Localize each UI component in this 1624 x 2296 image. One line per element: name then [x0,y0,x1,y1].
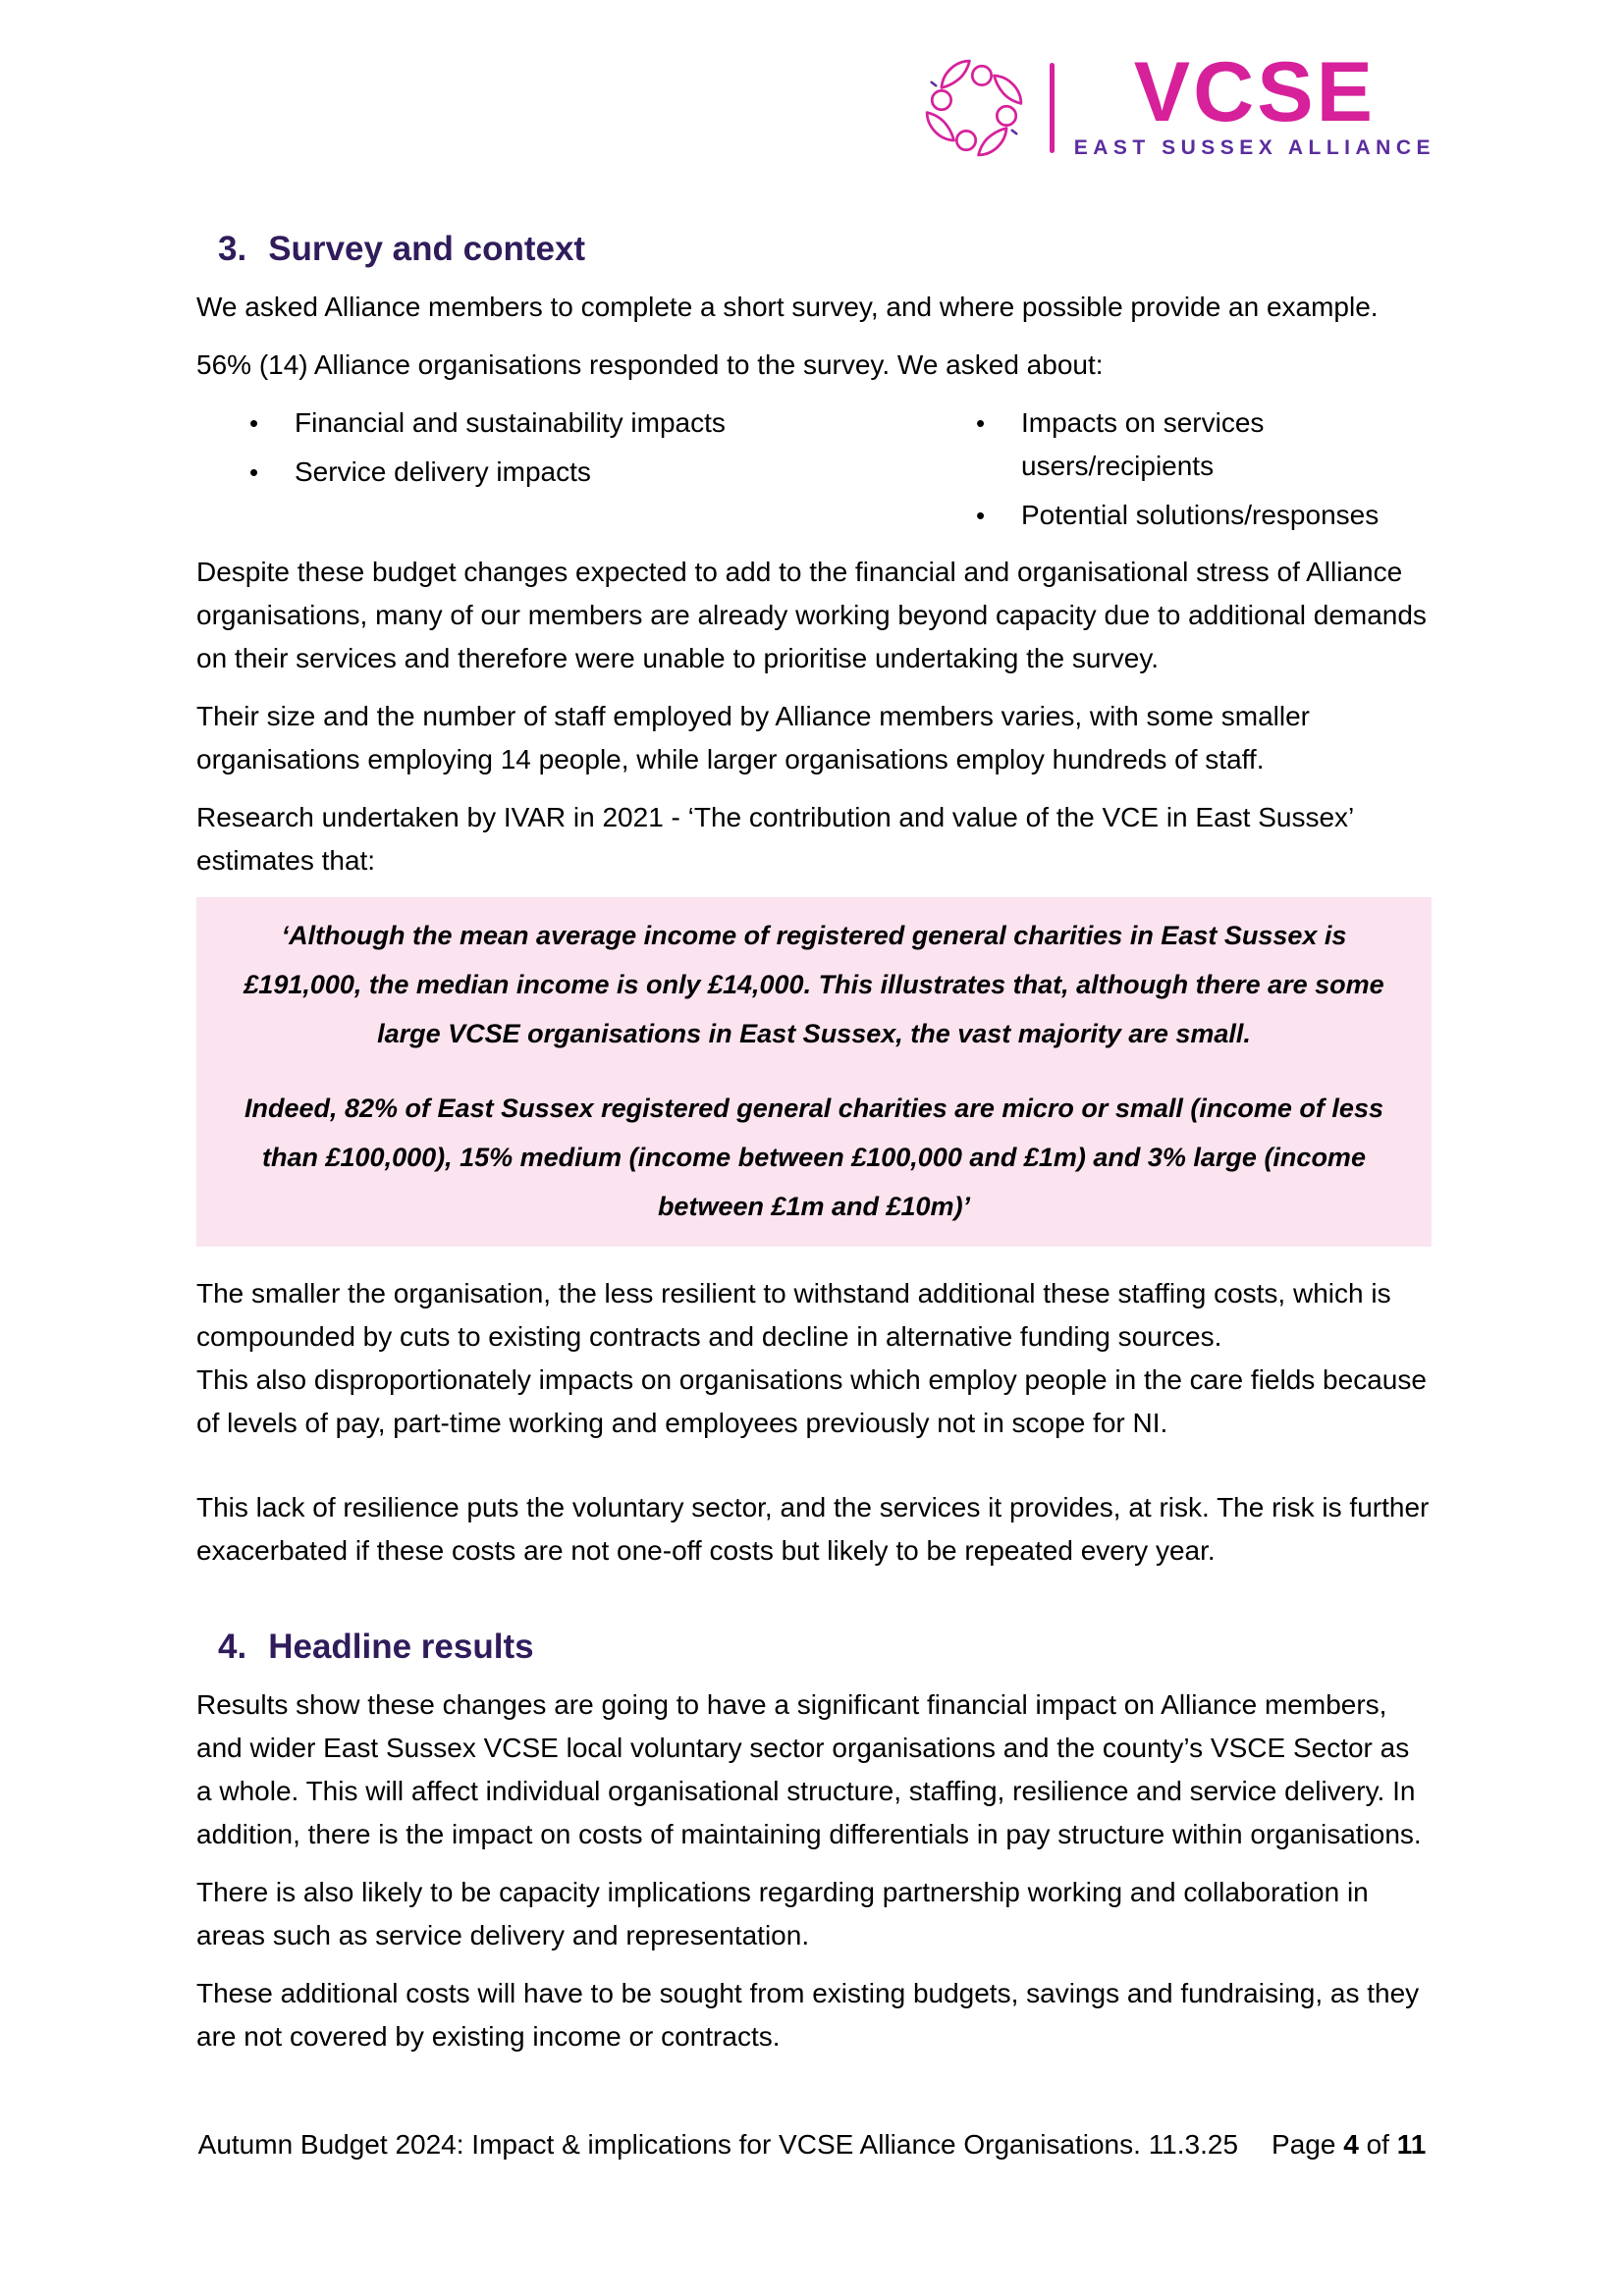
bullet-column-right [923,401,1432,537]
footer-of-label: of [1366,2129,1389,2160]
highlighted-quote [196,897,1432,1247]
bullet-icon: • [249,408,259,438]
footer-page-label: Page [1272,2129,1336,2160]
logo-tagline: EAST SUSSEX ALLIANCE [1073,135,1435,159]
list-item [923,494,1432,537]
paragraph-resilience-2: This also disproportionately impacts on organisations which employ people in the care fields because of levels of pay, part-time working and employees previously not in scope for NI. [196,1364,1427,1438]
bullet-icon: • [976,408,986,438]
paragraph-capacity: There is also likely to be capacity implications regarding partnership working and collaboration in areas such as service delivery and representation. [196,1877,1369,1950]
logo-text [1073,45,1435,160]
page-footer [0,2123,1624,2166]
footer-document-title: Autumn Budget 2024: Impact & implications for VCSE Alliance Organisations. 11.3.25 [197,2129,1239,2160]
paragraph-costs: These additional costs will have to be sought from existing budgets, savings and fundraising, as they are not covered by existing income or contracts. [196,1978,1420,2052]
list-item [923,401,1432,488]
section-title: Headline results [268,1628,534,1666]
paragraph-response-rate: 56% (14) Alliance organisations responded to the survey. We asked about: [196,349,1104,380]
quote-paragraph-2: Indeed, 82% of East Sussex registered general charities are micro or small (income of less than £100,000), 15% medium (income between £100,000 and £1m) and 3% large (income between £1m and £10m)’ [244,1094,1383,1221]
list-item-label: Potential solutions/responses [1021,500,1380,530]
logo-divider [1050,63,1055,153]
quote-paragraph-1: ‘Although the mean average income of registered general charities in East Sussex is £191,000, the median income is only £14,000. This illustrates that, although there are some large VCSE organisations in East Sussex, the vast majority are small. [244,921,1384,1048]
section-heading-survey [196,228,1432,271]
paragraph-staff-size: Their size and the number of staff employed by Alliance members varies, with some smaller organisations employing 14 people, while larger organisations employ hundreds of staff. [196,701,1310,774]
section-number: 4. [218,1628,247,1666]
section-title: Survey and context [268,230,586,268]
list-item-label: Service delivery impacts [295,456,591,487]
footer-page-current: 4 [1343,2129,1359,2160]
list-item [196,401,923,445]
footer-page-total: 11 [1396,2129,1427,2160]
paragraph-despite: Despite these budget changes expected to add to the financial and organisational stress of Alliance organisations, many of our members are already working beyond capacity due to additional demands on their services and therefore were unable to prioritise undertaking the survey. [196,557,1427,673]
document-body [196,228,1432,2073]
logo [918,45,1435,167]
bullet-icon: • [976,501,986,530]
section-number: 3. [218,230,247,268]
paragraph-risk: This lack of resilience puts the voluntary sector, and the services it provides, at risk. The risk is further exacerbated if these costs are not one-off costs but likely to be repeated every year. [196,1492,1430,1566]
logo-brand: VCSE [1133,45,1376,140]
paragraph-results: Results show these changes are going to have a significant financial impact on Alliance members, and wider East Sussex VCSE local voluntary sector organisations and the county’s VSCE Sector as a whole. This will affect individual organisational structure, staffing, resilience and service delivery. In addition, there is the impact on costs of maintaining differentials in pay structure within organisations. [196,1689,1422,1849]
list-item-label: Financial and sustainability impacts [295,407,726,438]
list-item [196,451,923,494]
section-heading-headline [196,1626,1432,1669]
paragraph-research: Research undertaken by IVAR in 2021 - ‘The contribution and value of the VCE in East Sussex’ estimates that: [196,802,1354,876]
survey-topics-list [196,401,1432,537]
bullet-column-left [196,401,923,537]
paragraph-intro: We asked Alliance members to complete a short survey, and where possible provide an example. [196,292,1379,322]
people-circle-icon [918,52,1030,164]
bullet-icon: • [249,457,259,487]
list-item-label: Impacts on services users/recipients [1021,407,1265,481]
paragraph-resilience-1: The smaller the organisation, the less resilient to withstand additional these staffing costs, which is compounded by cuts to existing contracts and decline in alternative funding sources. [196,1278,1391,1352]
